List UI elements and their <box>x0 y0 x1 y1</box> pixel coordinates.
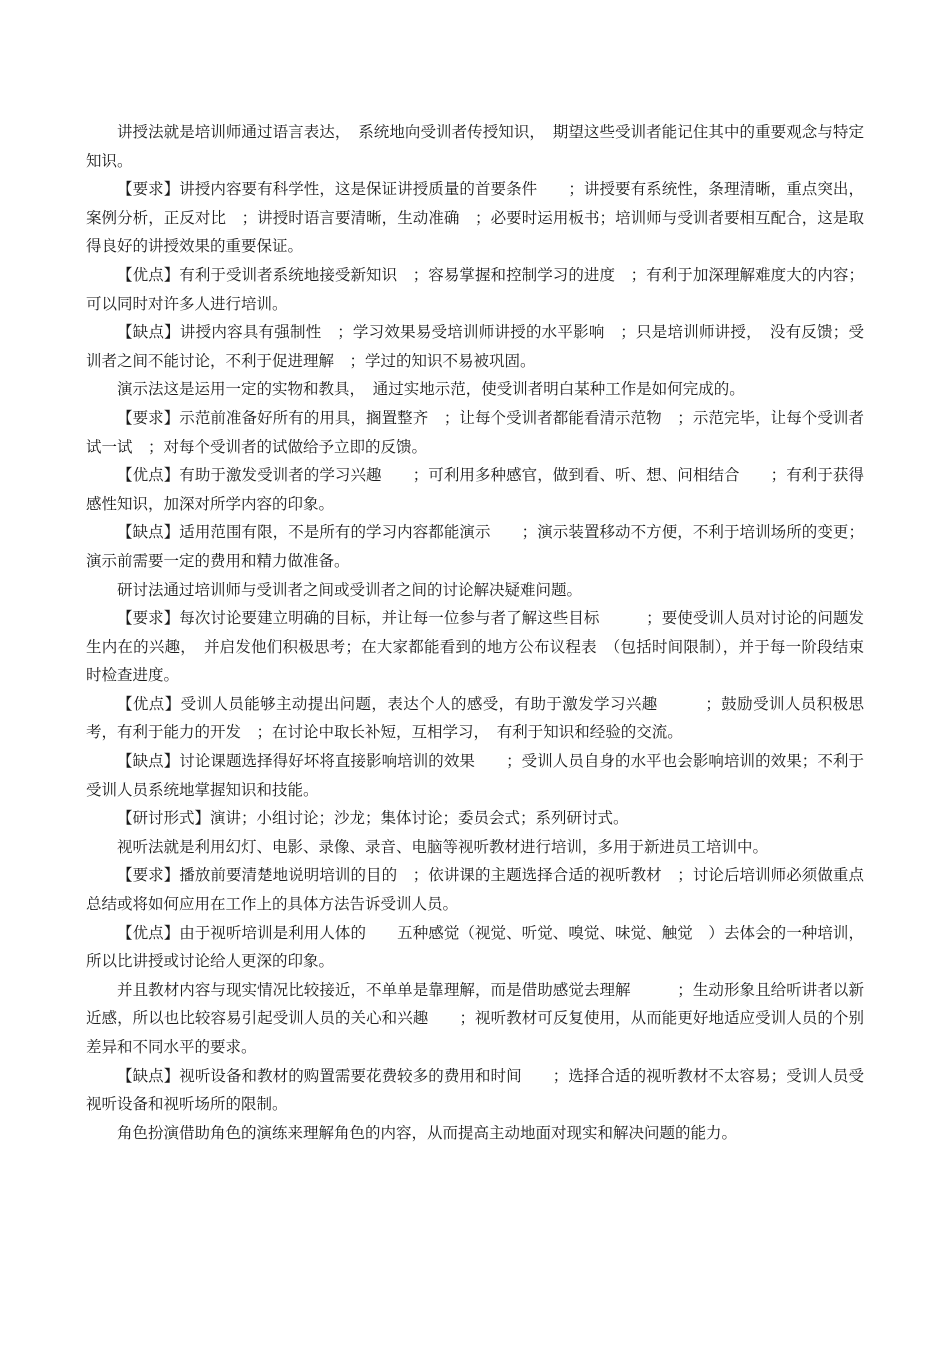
paragraph-discussion-requirements: 【要求】每次讨论要建立明确的目标，并让每一位参与者了解这些目标 ；要使受训人员对讨论的问题发生内在的兴趣， 并启发他们积极思考；在大家都能看到的地方公布议程表 （包括时间限制），并于每一阶段结束时检查进度。 <box>86 609 864 685</box>
paragraph-lecture-method: 讲授法就是培训师通过语言表达， 系统地向受训者传授知识， 期望这些受训者能记住其中的重要观念与特定知识。 <box>86 123 864 170</box>
paragraph-discussion-advantages: 【优点】受训人员能够主动提出问题，表达个人的感受，有助于激发学习兴趣 ；鼓励受训人员积极思考，有利于能力的开发 ；在讨论中取长补短，互相学习， 有利于知识和经验的交流。 <box>86 694 864 742</box>
document-body <box>86 118 880 1147</box>
paragraph-discussion-method: 研讨法通过培训师与受训者之间或受训者之间的讨论解决疑难问题。 <box>117 580 583 599</box>
paragraph-audiovisual-advantages: 【优点】由于视听培训是利用人体的 五种感觉（视觉、听觉、嗅觉、味觉、触觉 ）去体会的一种培训，所以比讲授或讨论给人更深的印象。 <box>86 923 864 971</box>
paragraph-demonstration-method: 演示法这是运用一定的实物和教具， 通过实地示范，使受训者明白某种工作是如何完成的。 <box>117 380 745 399</box>
paragraph-lecture-requirements: 【要求】讲授内容要有科学性，这是保证讲授质量的首要条件 ；讲授要有系统性，条理清晰，重点突出，案例分析，正反对比 ；讲授时语言要清晰，生动准确 ；必要时运用板书；培训师与受训者要相互配合，这是取得良好的讲授效果的重要保证。 <box>86 180 864 256</box>
paragraph-audiovisual-requirements: 【要求】播放前要清楚地说明培训的目的 ；依讲课的主题选择合适的视听教材 ；讨论后培训师必须做重点总结或将如何应用在工作上的具体方法告诉受训人员。 <box>86 866 864 914</box>
paragraph-audiovisual-method: 视听法就是利用幻灯、电影、录像、录音、电脑等视听教材进行培训，多用于新进员工培训中。 <box>117 837 769 856</box>
paragraph-discussion-disadvantages: 【缺点】讨论课题选择得好坏将直接影响培训的效果 ；受训人员自身的水平也会影响培训的效果；不利于受训人员系统地掌握知识和技能。 <box>86 752 864 799</box>
paragraph-demonstration-advantages: 【优点】有助于激发受训者的学习兴趣 ；可利用多种感官，做到看、听、想、问相结合 ；有利于获得 感性知识，加深对所学内容的印象。 <box>86 466 880 513</box>
paragraph-lecture-advantages: 【优点】有利于受训者系统地接受新知识 ；容易掌握和控制学习的进度 ；有利于加深理解难度大的内容；可以同时对许多人进行培训。 <box>86 265 864 313</box>
paragraph-demonstration-requirements: 【要求】示范前准备好所有的用具，搁置整齐 ；让每个受训者都能看清示范物 ；示范完毕，让每个受训者试一试 ；对每个受训者的试做给予立即的反馈。 <box>86 408 864 456</box>
paragraph-audiovisual-advantages-continued: 并且教材内容与现实情况比较接近，不单单是靠理解，而是借助感觉去理解 ；生动形象且给听讲者以新近感，所以也比较容易引起受训人员的关心和兴趣 ；视听教材可反复使用，从而能更好地适应受训人员的个别差异和不同水平的要求。 <box>86 980 864 1056</box>
paragraph-demonstration-disadvantages: 【缺点】适用范围有限，不是所有的学习内容都能演示 ；演示装置移动不方便，不利于培训场所的变更；演示前需要一定的费用和精力做准备。 <box>86 523 864 570</box>
paragraph-lecture-disadvantages: 【缺点】讲授内容具有强制性 ；学习效果易受培训师讲授的水平影响 ；只是培训师讲授， 没有反馈；受训者之间不能讨论，不利于促进理解 ；学过的知识不易被巩固。 <box>86 323 864 370</box>
paragraph-discussion-forms: 【研讨形式】演讲；小组讨论；沙龙；集体讨论；委员会式；系列研讨式。 <box>117 809 629 828</box>
paragraph-audiovisual-disadvantages: 【缺点】视听设备和教材的购置需要花费较多的费用和时间 ；选择合适的视听教材不太容易；受训人员受视听设备和视听场所的限制。 <box>86 1066 864 1114</box>
paragraph-role-play-method: 角色扮演借助角色的演练来理解角色的内容，从而提高主动地面对现实和解决问题的能力。 <box>117 1123 738 1142</box>
